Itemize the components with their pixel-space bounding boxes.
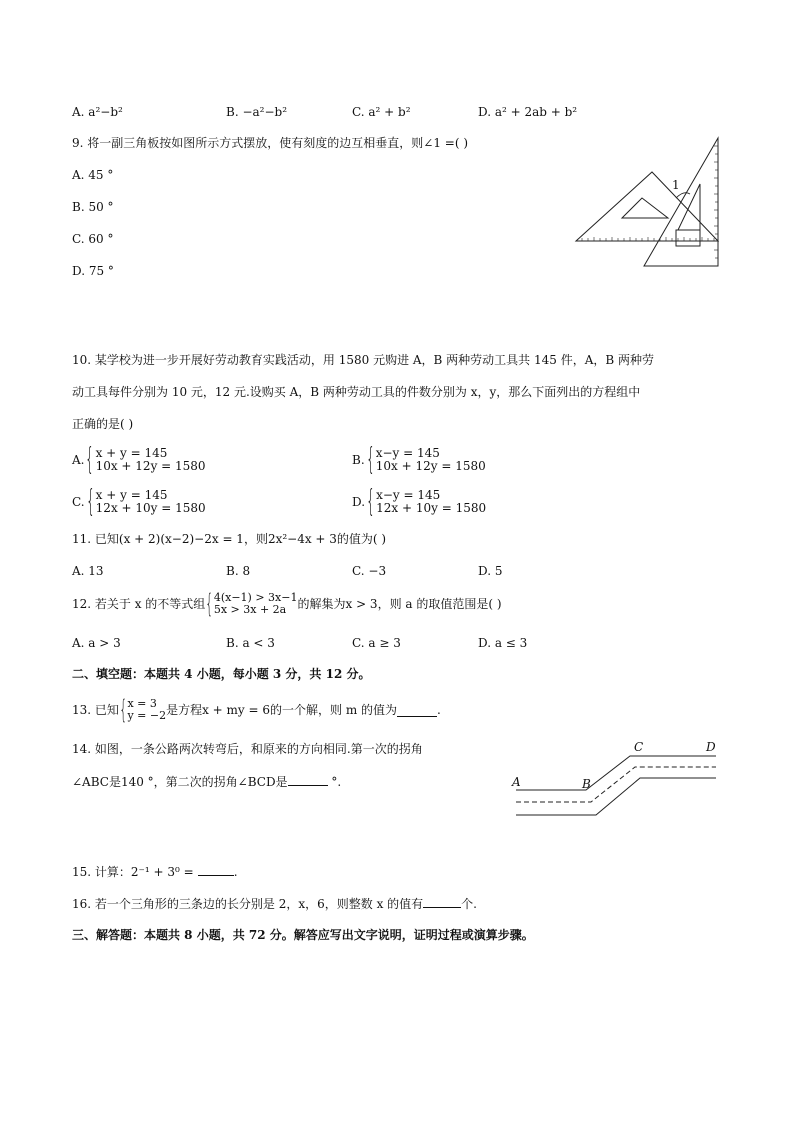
q15-end: . <box>233 865 238 879</box>
point-c-label: C <box>634 740 644 754</box>
q13-system <box>119 697 166 723</box>
q10-option-d <box>352 484 487 519</box>
set-squares-figure <box>572 134 724 270</box>
q13-prefix: 13. 已知 <box>72 703 119 717</box>
brace-icon: { <box>366 484 375 519</box>
eq-row-1: x−y = 145 <box>375 446 440 460</box>
q12-option-d: D. a ≤ 3 <box>478 636 528 650</box>
q9-stem: 9. 将一副三角板按如图所示方式摆放，使有刻度的边互相垂直，则∠1 =( ) <box>72 136 469 150</box>
q14-line-2-end: °. <box>327 775 342 789</box>
q14-line-2-text: ∠ABC是140 °，第二次的拐角∠BCD是 <box>72 775 288 789</box>
q14-line-1: 14. 如图，一条公路两次转弯后，和原来的方向相同.第一次的拐角 <box>72 742 423 756</box>
point-b-label: B <box>582 777 591 791</box>
eq-row-2: 12x + 10y = 1580 <box>376 501 487 515</box>
q11-option-b: B. 8 <box>226 564 251 578</box>
brace-icon: { <box>365 442 375 477</box>
ineq-row-2: 5x > 3x + 2a <box>213 603 287 616</box>
answer-blank[interactable] <box>198 863 234 876</box>
q14-line-2 <box>72 773 341 790</box>
q16-end: 个. <box>461 897 477 911</box>
option-letter: C. <box>72 495 85 509</box>
eq-row-1: x + y = 145 <box>95 446 168 460</box>
answer-blank[interactable] <box>423 895 461 908</box>
point-a-label: A <box>512 775 521 789</box>
q12-system <box>205 591 297 617</box>
q10-option-a <box>72 442 206 477</box>
q12-option-a: A. a > 3 <box>72 636 121 650</box>
angle-1-label: 1 <box>672 178 680 192</box>
q8-option-d: D. a² + 2ab + b² <box>478 105 578 119</box>
q16-text: 16. 若一个三角形的三条边的长分别是 2，x，6，则整数 x 的值有 <box>72 897 424 911</box>
answer-blank[interactable] <box>397 704 437 717</box>
q12-option-c: C. a ≥ 3 <box>352 636 401 650</box>
q11-stem: 11. 已知(x + 2)(x−2)−2x = 1，则2x²−4x + 3的值为( ) <box>72 532 387 546</box>
eq-row-1: x−y = 145 <box>376 488 441 502</box>
eq-row-2: 12x + 10y = 1580 <box>95 501 206 515</box>
q8-option-c: C. a² + b² <box>352 105 411 119</box>
q15-stem <box>72 863 238 880</box>
q12-prefix: 12. 若关于 x 的不等式组 <box>72 597 206 611</box>
q11-option-a: A. 13 <box>72 564 104 578</box>
sol-row-2: y = −2 <box>127 709 167 722</box>
q16-stem <box>72 895 477 912</box>
eq-row-2: 10x + 12y = 1580 <box>95 459 206 473</box>
q9-option-a: A. 45 ° <box>72 168 114 182</box>
q13-stem <box>72 697 441 723</box>
q10-line-1: 10. 某学校为进一步开展好劳动教育实践活动，用 1580 元购进 A，B 两种劳动工具共 145 件，A，B 两种劳 <box>72 353 655 367</box>
q10-line-3: 正确的是( ) <box>72 417 134 431</box>
brace-icon: { <box>119 695 127 725</box>
eq-row-1: x + y = 145 <box>95 488 168 502</box>
eq-row-2: 10x + 12y = 1580 <box>375 459 486 473</box>
q8-option-a: A. a²−b² <box>72 105 123 119</box>
q12-suffix: 的解集为x > 3，则 a 的取值范围是( ) <box>297 597 502 611</box>
q9-option-b: B. 50 ° <box>72 200 114 214</box>
answer-blank[interactable] <box>288 773 328 786</box>
q10-option-b <box>352 442 486 477</box>
sol-row-1: x = 3 <box>127 697 157 710</box>
option-letter: B. <box>352 453 365 467</box>
q9-option-c: C. 60 ° <box>72 232 114 246</box>
brace-icon: { <box>205 589 214 619</box>
point-d-label: D <box>706 740 716 754</box>
q8-option-b: B. −a²−b² <box>226 105 288 119</box>
q11-option-c: C. −3 <box>352 564 387 578</box>
option-letter: A. <box>72 453 85 467</box>
section-3-heading: 三、解答题：本题共 8 小题，共 72 分。解答应写出文字说明，证明过程或演算步骤。 <box>72 928 534 942</box>
brace-icon: { <box>85 484 95 519</box>
brace-icon: { <box>85 442 95 477</box>
q11-option-d: D. 5 <box>478 564 503 578</box>
q10-line-2: 动工具每件分别为 10 元，12 元.设购买 A，B 两种劳动工具的件数分别为 x，y，那么下面列出的方程组中 <box>72 385 641 399</box>
ineq-row-1: 4(x−1) > 3x−1 <box>213 591 298 604</box>
q12-stem <box>72 591 502 617</box>
q13-end: . <box>437 703 441 717</box>
road-figure <box>508 738 720 818</box>
section-2-heading: 二、填空题：本题共 4 小题，每小题 3 分，共 12 分。 <box>72 667 371 681</box>
q15-text: 15. 计算：2⁻¹ + 3⁰ = <box>72 865 194 879</box>
option-letter: D. <box>352 495 366 509</box>
q9-option-d: D. 75 ° <box>72 264 114 278</box>
q10-option-c <box>72 484 206 519</box>
q12-option-b: B. a < 3 <box>226 636 275 650</box>
q13-suffix: 是方程x + my = 6的一个解，则 m 的值为 <box>166 703 398 717</box>
